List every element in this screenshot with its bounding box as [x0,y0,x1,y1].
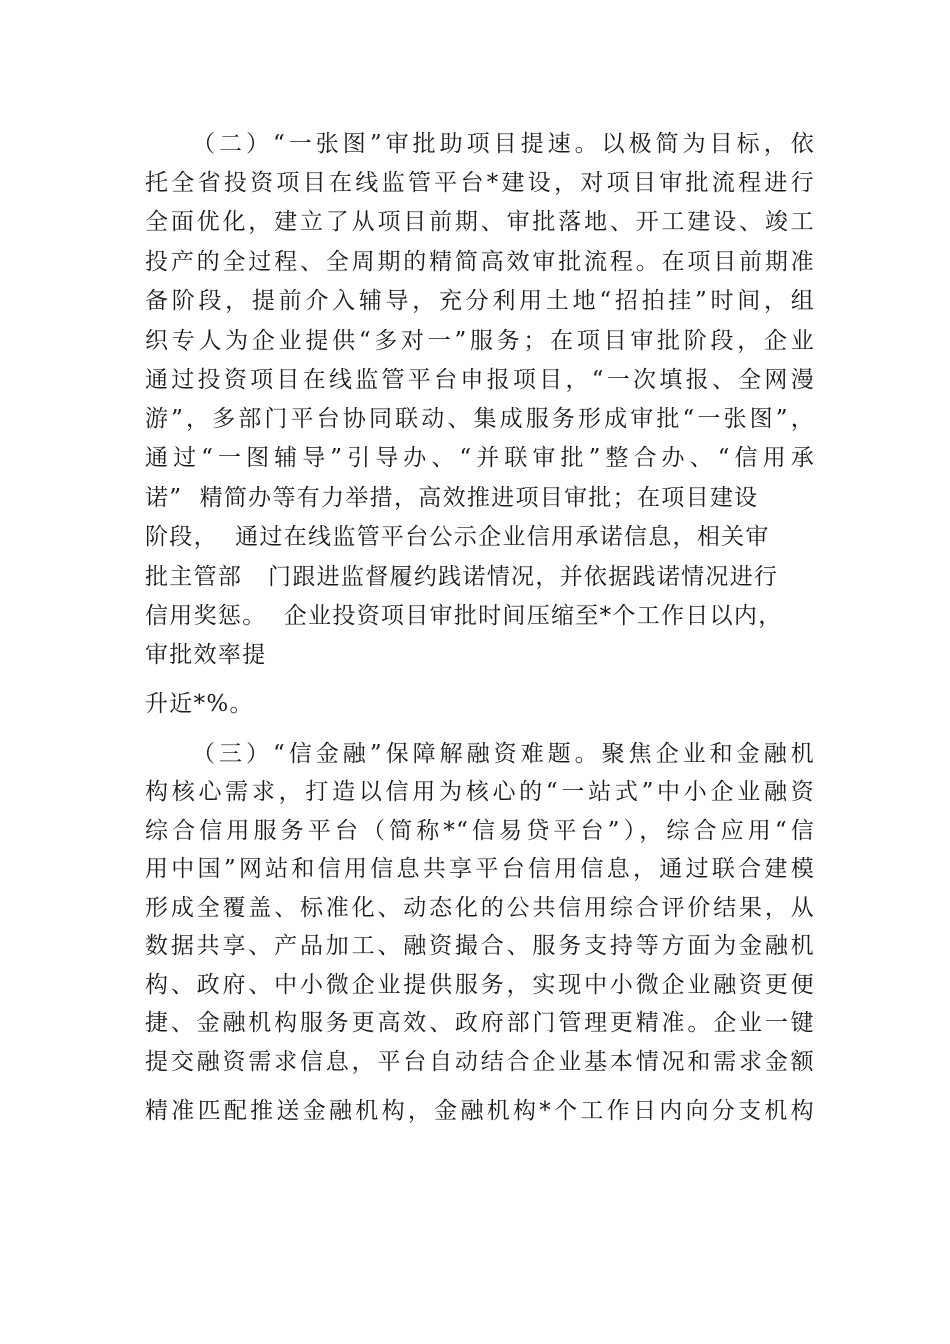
paragraph-2-line-2: 托全省投资项目在线监管平台*建设，对项目审批流程进行 [145,170,815,196]
paragraph-2-line-1: （二）“一张图”审批助项目提速。以极简为目标，依 [192,131,815,157]
paragraph-2-line-8: 游”，多部门平台协同联动、集成服务形成审批“一张图”， [145,406,815,432]
paragraph-2-line-10: 诺” 精简办等有力举措，高效推进项目审批；在项目建设 [145,485,759,511]
paragraph-2-line-13: 信用奖惩。 企业投资项目审批时间压缩至*个工作日以内， [145,603,783,629]
paragraph-2-line-15: 升近*%。 [145,691,254,717]
paragraph-2-line-14: 审批效率提 [145,642,267,668]
paragraph-3-line-6: 数据共享、产品加工、融资撮合、服务支持等方面为金融机 [145,933,815,959]
paragraph-3-line-8: 捷、金融机构服务更高效、政府部门管理更精准。企业一键 [145,1010,815,1036]
paragraph-3-line-2: 构核心需求，打造以信用为核心的“一站式”中小企业融资 [145,779,815,805]
paragraph-3-line-4: 用中国”网站和信用信息共享平台信用信息，通过联合建模 [145,856,815,882]
paragraph-2-line-4: 投产的全过程、全周期的精简高效审批流程。在项目前期准 [145,249,815,275]
paragraph-3-line-9: 提交融资需求信息，平台自动结合企业基本情况和需求金额 [145,1049,815,1075]
paragraph-2-line-11: 阶段， 通过在线监管平台公示企业信用承诺信息，相关审 [145,524,770,550]
paragraph-2-line-12: 批主管部 门跟进监督履约践诺情况，并依据践诺情况进行 [145,564,779,590]
paragraph-3-line-3: 综合信用服务平台（简称*“信易贷平台”），综合应用“信 [145,818,815,844]
paragraph-3-line-7: 构、政府、中小微企业提供服务，实现中小微企业融资更便 [145,972,815,998]
paragraph-2-line-3: 全面优化，建立了从项目前期、审批落地、开工建设、竣工 [145,209,815,235]
paragraph-3-line-10: 精准匹配推送金融机构，金融机构*个工作日内向分支机构 [145,1098,815,1124]
paragraph-3-line-1: （三）“信金融”保障解融资难题。聚焦企业和金融机 [192,741,815,767]
paragraph-2-line-7: 通过投资项目在线监管平台申报项目，“一次填报、全网漫 [145,367,815,393]
paragraph-2-line-5: 备阶段，提前介入辅导，充分利用土地“招拍挂”时间，组 [145,288,815,314]
paragraph-2-line-9: 通过“一图辅导”引导办、“并联审批”整合办、“信用承 [145,445,815,471]
paragraph-3-line-5: 形成全覆盖、标准化、动态化的公共信用综合评价结果，从 [145,895,815,921]
paragraph-2-line-6: 织专人为企业提供“多对一”服务；在项目审批阶段，企业 [145,328,815,354]
